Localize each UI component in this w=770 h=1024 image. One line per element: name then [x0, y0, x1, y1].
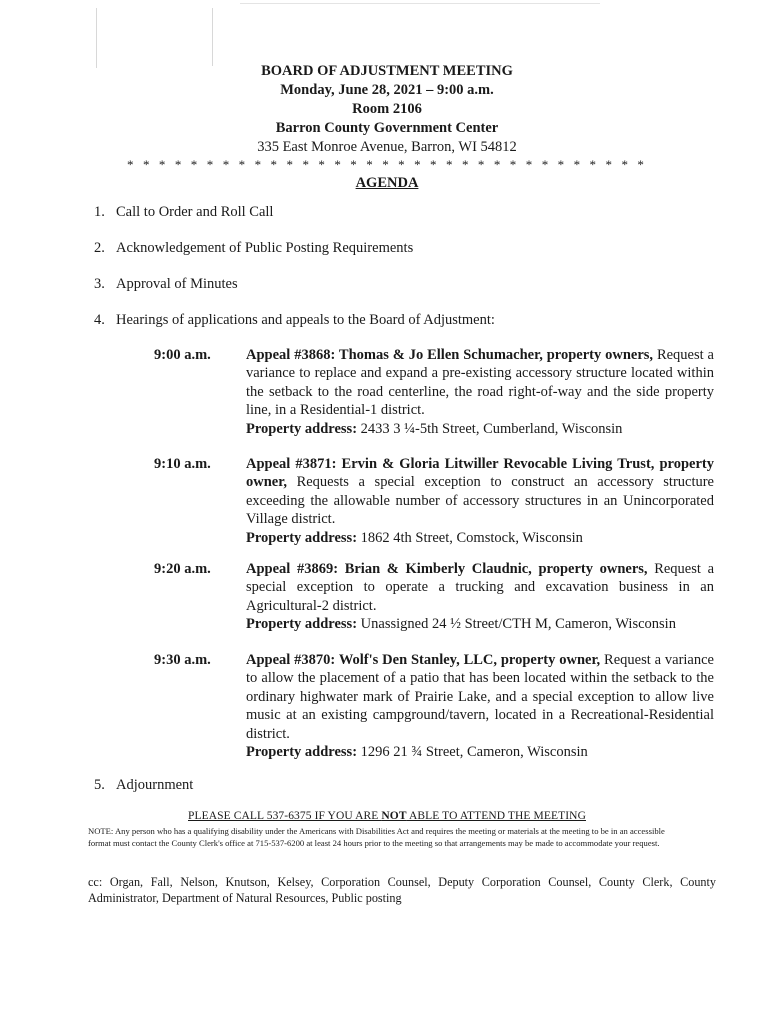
appeal-description: Requests a special exception to construct an accessory structure exceeding the allowable number of accessory structures in an Unincorporated Village district. — [246, 474, 714, 528]
appeal-body — [246, 346, 714, 438]
appeal-heading: Appeal #3868: Thomas & Jo Ellen Schumacher, property owners, — [246, 347, 654, 363]
appeal-body — [246, 560, 714, 634]
ada-note: NOTE: Any person who has a qualifying disability under the Americans with Disabilities Act and requires the meeting or materials at the meeting to be in an accessible format must contact the County Clerk's office at 715-537-6200 at least 24 hours prior to the meeting so that arrangements may be made to accommodate your request. — [88, 826, 665, 848]
agenda-item-number: 4. — [94, 312, 105, 328]
attendance-notice — [0, 810, 770, 822]
property-address: 1296 21 ¾ Street, Cameron, Wisconsin — [360, 744, 588, 761]
appeal-heading: Appeal #3870: Wolf's Den Stanley, LLC, property owner, — [246, 652, 601, 668]
appeal-body — [246, 455, 714, 547]
agenda-item-1 — [94, 203, 273, 221]
meeting-header — [0, 62, 770, 193]
appeal-time: 9:00 a.m. — [154, 347, 211, 363]
attendance-notice-post: ABLE TO ATTEND THE MEETING — [406, 810, 586, 822]
appeal-time: 9:30 a.m. — [154, 652, 211, 668]
agenda-item-number: 1. — [94, 204, 105, 220]
agenda-item-text: Adjournment — [116, 777, 194, 793]
agenda-item-4 — [94, 311, 495, 329]
agenda-item-text: Acknowledgement of Public Posting Requirements — [116, 240, 414, 256]
attendance-notice-emphasis: NOT — [381, 810, 407, 822]
property-address-label: Property address: — [246, 616, 358, 633]
scan-artifact — [212, 8, 213, 66]
meeting-room: Room 2106 — [352, 101, 422, 117]
agenda-item-number: 2. — [94, 240, 105, 256]
property-address-label: Property address: — [246, 420, 358, 437]
meeting-title: BOARD OF ADJUSTMENT MEETING — [261, 63, 513, 79]
appeal-time: 9:20 a.m. — [154, 561, 211, 577]
appeal-3871 — [154, 455, 714, 547]
property-address: Unassigned 24 ½ Street/CTH M, Cameron, Wisconsin — [360, 616, 676, 633]
agenda-item-number: 3. — [94, 276, 105, 292]
scan-artifact — [240, 3, 600, 4]
appeal-description: Request a variance to allow the placement of a patio that has been located within the setback to the ordinary highwater mark of Prairie Lake, and a special exception to allow live music at an existing campground/tavern, located in a Recreational-Residential district. — [246, 652, 714, 742]
agenda-title: AGENDA — [355, 175, 419, 191]
property-address: 1862 4th Street, Comstock, Wisconsin — [360, 529, 583, 546]
appeal-description: Request a variance to replace and expand a pre-existing accessory structure located within the setback to the road centerline, the road right-of-way and the side property line, in a Residential-1 district. — [246, 347, 714, 419]
property-address-label: Property address: — [246, 744, 358, 761]
property-address-label: Property address: — [246, 529, 358, 546]
meeting-date-time: Monday, June 28, 2021 – 9:00 a.m. — [280, 82, 494, 98]
appeal-heading: Appeal #3869: Brian & Kimberly Claudnic, property owners, — [246, 561, 648, 577]
agenda-item-number: 5. — [94, 777, 105, 793]
agenda-item-text: Hearings of applications and appeals to the Board of Adjustment: — [116, 312, 495, 328]
appeal-body — [246, 651, 714, 761]
agenda-item-2 — [94, 239, 413, 257]
agenda-item-3 — [94, 275, 238, 293]
appeal-description: Request a special exception to operate a trucking and excavation business in an Agricultural-2 district. — [246, 561, 715, 614]
appeal-3869 — [154, 560, 714, 634]
agenda-item-text: Approval of Minutes — [116, 276, 238, 292]
meeting-building: Barron County Government Center — [275, 120, 499, 136]
star-divider: * * * * * * * * * * * * * * * * * * * * * * * * * * * * * * * * * — [127, 157, 647, 172]
appeal-time: 9:10 a.m. — [154, 456, 211, 472]
appeal-heading: Appeal #3871: Ervin & Gloria Litwiller Revocable Living Trust, property owner, — [246, 456, 714, 491]
scan-artifact — [96, 8, 97, 68]
appeal-3868 — [154, 346, 714, 438]
property-address: 2433 3 ¼-5th Street, Cumberland, Wisconsin — [360, 420, 623, 437]
agenda-item-5 — [94, 776, 193, 794]
agenda-item-text: Call to Order and Roll Call — [116, 204, 274, 220]
meeting-address: 335 East Monroe Avenue, Barron, WI 54812 — [257, 139, 517, 155]
cc-list: cc: Organ, Fall, Nelson, Knutson, Kelsey, Corporation Counsel, Deputy Corporation Counsel, County Clerk, County Administrator, Department of Natural Resources, Public posting — [88, 875, 716, 905]
attendance-notice-pre: PLEASE CALL 537-6375 IF YOU ARE — [188, 810, 382, 822]
appeal-3870 — [154, 651, 714, 761]
